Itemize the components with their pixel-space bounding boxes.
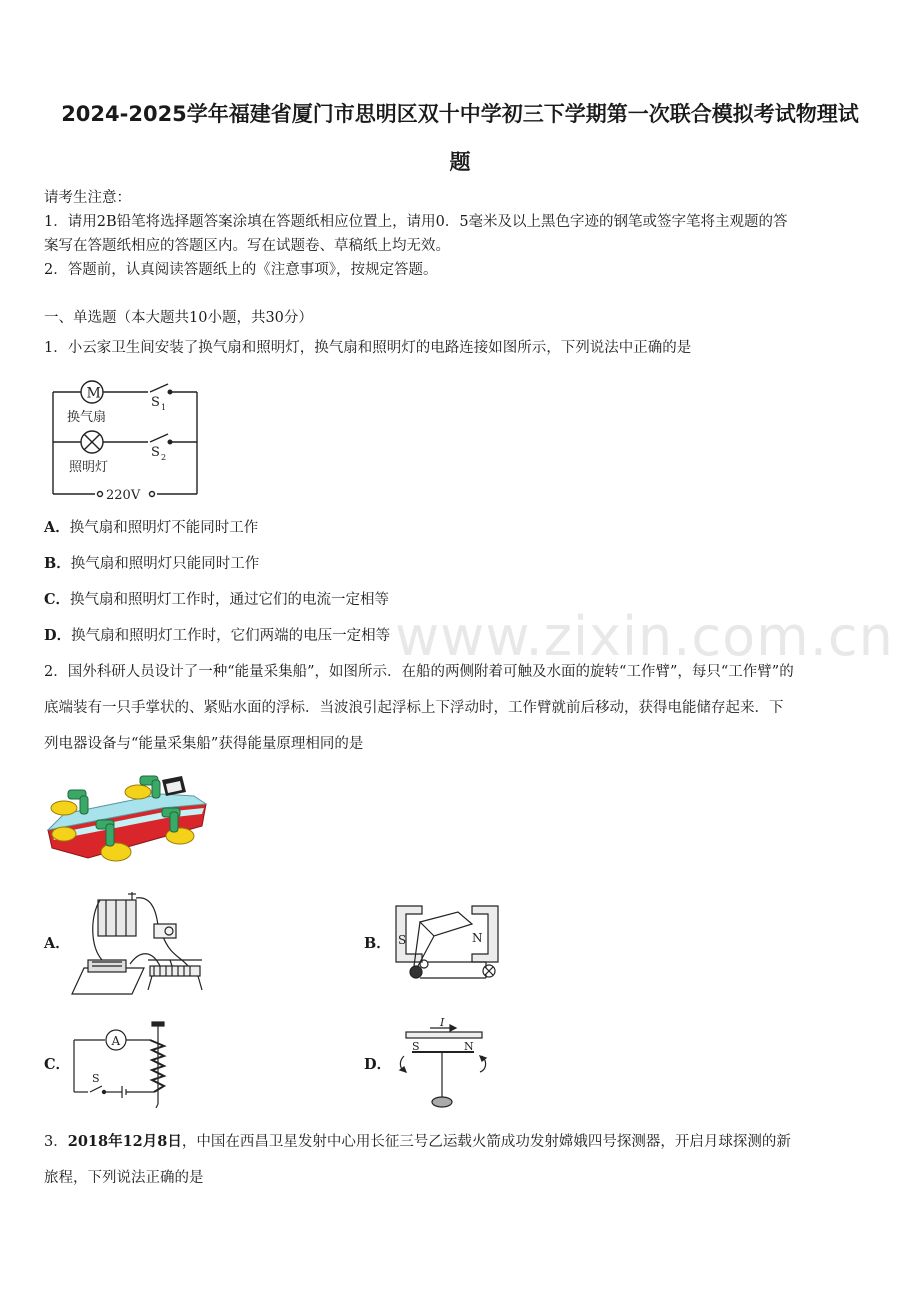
energy-boat-illustration — [44, 768, 210, 874]
section-heading: 一、单选题（本大题共10小题，共30分） — [44, 310, 313, 326]
page-title-continued: 题 — [449, 150, 471, 174]
notice-item-2: 2．答题前，认真阅读答题纸上的《注意事项》，按规定答题。 — [44, 262, 438, 278]
page-title: 2024-2025学年福建省厦门市思明区双十中学初三下学期第一次联合模拟考试物理试 — [61, 102, 859, 126]
q2-option-d-figure[interactable] — [394, 1012, 490, 1112]
question-1-stem: 1．小云家卫生间安装了换气扇和照明灯，换气扇和照明灯的电路连接如图所示，下列说法中正确的是 — [44, 340, 692, 356]
question-2-stem-line3: 列电器设备与“能量采集船”获得能量原理相同的是 — [44, 736, 364, 752]
switch-s1-label: S — [151, 395, 160, 410]
q1-option-a[interactable]: A．换气扇和照明灯不能同时工作 — [44, 519, 259, 536]
watermark: www.zixin.com.cn — [395, 605, 894, 668]
motor-symbol: M — [86, 385, 101, 402]
notice-heading: 请考生注意： — [44, 190, 131, 206]
current-label: I — [440, 1016, 445, 1029]
q2-option-a-label[interactable]: A． — [44, 935, 70, 952]
ammeter-symbol: A — [111, 1034, 121, 1048]
q2-option-d-label[interactable]: D． — [364, 1056, 392, 1073]
switch-label: S — [92, 1072, 100, 1085]
needle-n-label: N — [464, 1040, 474, 1053]
question-2-stem-line2: 底端装有一只手掌状的、紧贴水面的浮标．当波浪引起浮标上下浮动时，工作臂就前后移动，获得电能储存起来．下 — [44, 700, 784, 716]
q2-option-b-label[interactable]: B． — [364, 935, 391, 952]
question-2-stem-line1: 2．国外科研人员设计了一种“能量采集船”，如图所示．在船的两侧附着可触及水面的旋转“工作臂”，每只“工作臂”的 — [44, 664, 794, 680]
switch-s2-label: S — [151, 445, 160, 460]
voltage-label: 220V — [106, 488, 141, 503]
switch-s1-subscript: 1 — [161, 403, 167, 412]
notice-item-1: 1．请用2B铅笔将选择题答案涂填在答题纸相应位置上，请用0．5毫米及以上黑色字迹的钢笔或签字笔将主观题的答 — [44, 214, 788, 230]
q2-option-b-figure[interactable] — [392, 896, 502, 996]
needle-s-label: S — [412, 1040, 420, 1053]
question-3-stem-line2: 旅程，下列说法正确的是 — [44, 1170, 204, 1186]
q1-option-c[interactable]: C．换气扇和照明灯工作时，通过它们的电流一定相等 — [44, 591, 390, 608]
question-3-stem-line1: 3．2018年12月8日，中国在西昌卫星发射中心用长征三号乙运载火箭成功发射嫦娥四号探测器，开启月球探测的新 — [44, 1133, 791, 1150]
q2-option-a-figure[interactable] — [70, 886, 210, 1000]
q2-option-c-label[interactable]: C． — [44, 1056, 71, 1073]
lamp-label: 照明灯 — [69, 460, 109, 475]
fan-label: 换气扇 — [67, 410, 107, 425]
q2-option-c-figure[interactable] — [70, 1018, 170, 1110]
magnet-s-label: S — [398, 933, 407, 947]
notice-item-1-cont: 案写在答题纸相应的答题区内。写在试题卷、草稿纸上均无效。 — [44, 238, 450, 254]
q1-option-b[interactable]: B．换气扇和照明灯只能同时工作 — [44, 555, 260, 572]
q1-option-d[interactable]: D．换气扇和照明灯工作时，它们两端的电压一定相等 — [44, 627, 391, 644]
switch-s2-subscript: 2 — [161, 453, 167, 462]
magnet-n-label: N — [472, 931, 483, 945]
q1-circuit-diagram — [40, 374, 215, 504]
